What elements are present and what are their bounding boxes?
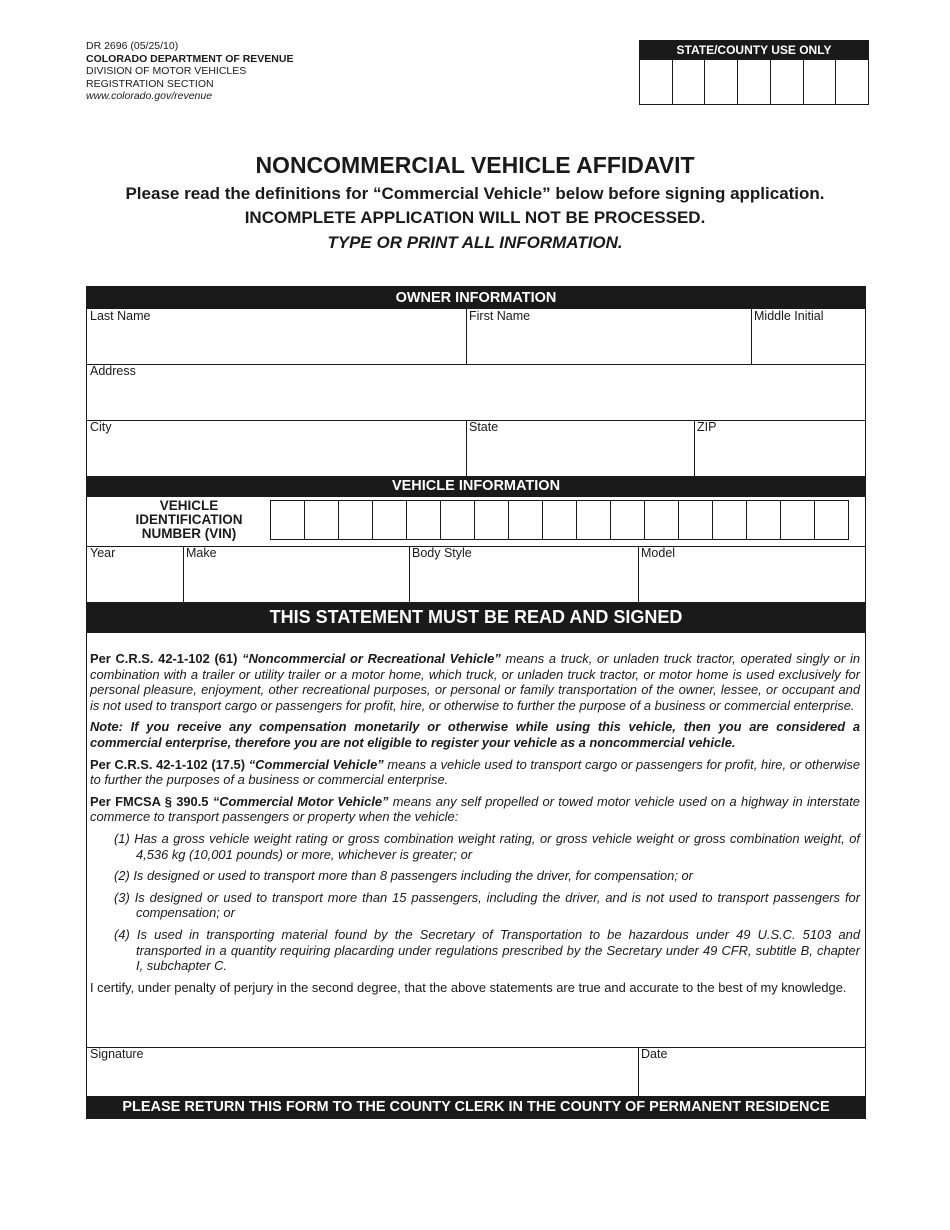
vin-char-box[interactable] <box>475 501 509 539</box>
city-field[interactable] <box>90 438 464 470</box>
return-instructions: PLEASE RETURN THIS FORM TO THE COUNTY CLERK IN THE COUNTY OF PERMANENT RESIDENCE <box>87 1096 865 1118</box>
state-label: State <box>469 420 499 434</box>
state-county-cell <box>771 60 804 104</box>
state-county-cell <box>673 60 706 104</box>
vin-char-box[interactable] <box>679 501 713 539</box>
body-style-field[interactable] <box>412 564 636 596</box>
divider <box>638 1047 639 1096</box>
vin-char-box[interactable] <box>781 501 815 539</box>
state-county-cell <box>705 60 738 104</box>
vin-char-box[interactable] <box>543 501 577 539</box>
divider <box>87 1047 865 1048</box>
defined-term: “Commercial Motor Vehicle” <box>212 793 389 809</box>
zip-field[interactable] <box>697 438 861 470</box>
signature-label: Signature <box>90 1047 144 1061</box>
vin-char-box[interactable] <box>577 501 611 539</box>
state-field[interactable] <box>469 438 693 470</box>
city-label: City <box>90 420 112 434</box>
state-county-cells <box>640 60 868 104</box>
middle-initial-field[interactable] <box>754 327 863 359</box>
state-county-label: STATE/COUNTY USE ONLY <box>640 41 868 60</box>
section-name: REGISTRATION SECTION <box>86 77 214 90</box>
date-field[interactable] <box>641 1065 860 1097</box>
owner-section-header: OWNER INFORMATION <box>87 287 865 309</box>
page-title: NONCOMMERCIAL VEHICLE AFFIDAVIT <box>255 152 695 178</box>
divider <box>694 420 695 476</box>
vin-char-box[interactable] <box>645 501 679 539</box>
vehicle-section-header: VEHICLE INFORMATION <box>87 476 865 497</box>
criteria-item: (1) Has a gross vehicle weight rating or gross combination weight rating, or gross vehicle weight or gross combination weight, of 4,536 kg (10,001 pounds) or more, whichever is greater; or <box>114 830 860 862</box>
address-field[interactable] <box>90 382 864 414</box>
definition-commercial <box>90 757 860 788</box>
divider <box>87 364 865 365</box>
vin-label <box>109 499 269 541</box>
vin-char-box[interactable] <box>441 501 475 539</box>
definition-noncommercial <box>90 651 860 713</box>
criteria-item: (3) Is designed or used to transport more than 15 passengers, including the driver, and is not used to transport passengers for compensation; or <box>114 889 860 921</box>
definition-text: means a vehicle used to transport cargo or passengers for profit, hire, or otherwise to further the purposes of a business or commercial enterprise. <box>90 756 860 788</box>
middle-initial-label: Middle Initial <box>754 309 824 323</box>
year-field[interactable] <box>90 564 182 596</box>
last-name-field[interactable] <box>90 327 464 359</box>
vin-char-box[interactable] <box>271 501 305 539</box>
vin-char-box[interactable] <box>611 501 645 539</box>
vin-char-box[interactable] <box>305 501 339 539</box>
vin-char-box[interactable] <box>509 501 543 539</box>
definition-text: means a truck, or unladen truck tractor, operated singly or in combination with a trailer or utility trailer or a motor home, which truck, or unladen truck tractor, or motor home is used exclusively for personal pleasure, enjoyment, other recreational purposes, or personal or family transportation of the owner, lessee, or occupant and is not used to transport cargo or passengers for profit, hire, or otherwise to further the purpose of a business or commercial enterprise. <box>90 651 860 713</box>
state-county-cell <box>836 60 868 104</box>
model-label: Model <box>641 546 676 560</box>
form-number: DR 2696 (05/25/10) <box>86 40 179 52</box>
divider <box>409 546 410 602</box>
make-field[interactable] <box>186 564 410 596</box>
form-header <box>86 40 293 103</box>
year-label: Year <box>90 546 116 560</box>
vin-char-box[interactable] <box>713 501 747 539</box>
divider <box>183 546 184 602</box>
compensation-note: Note: If you receive any compensation monetarily or otherwise while using this vehicle, then you are considered a commercial enterprise, therefore you are not eligible to register your vehicle as a noncommercial vehicle. <box>90 719 860 750</box>
statute-ref: Per C.R.S. 42-1-102 (17.5) <box>90 756 246 772</box>
body-style-label: Body Style <box>412 546 472 560</box>
make-label: Make <box>186 546 217 560</box>
vin-char-box[interactable] <box>747 501 781 539</box>
address-label: Address <box>90 364 136 378</box>
zip-label: ZIP <box>697 420 717 434</box>
defined-term: “Noncommercial or Recreational Vehicle” <box>242 651 501 666</box>
vin-label-line: NUMBER (VIN) <box>141 526 237 541</box>
vin-char-box[interactable] <box>815 501 848 539</box>
statement-section-header: THIS STATEMENT MUST BE READ AND SIGNED <box>87 602 865 633</box>
state-county-cell <box>738 60 771 104</box>
vin-input-boxes <box>270 500 849 540</box>
vin-label-line: IDENTIFICATION <box>135 512 243 527</box>
vin-label-line: VEHICLE <box>159 498 219 513</box>
criteria-item: (2) Is designed or used to transport more than 8 passengers including the driver, for compensation; or <box>114 868 693 884</box>
website-text: www.colorado.gov/revenue <box>86 90 213 103</box>
vin-char-box[interactable] <box>339 501 373 539</box>
statute-ref: Per FMCSA § 390.5 <box>90 793 209 809</box>
certification-text: I certify, under penalty of perjury in the second degree, that the above statements are true and accurate to the best of my knowledge. <box>90 979 847 995</box>
first-name-field[interactable] <box>469 327 753 359</box>
divider <box>466 309 467 364</box>
department-name: COLORADO DEPARTMENT OF REVENUE <box>86 52 294 65</box>
model-field[interactable] <box>641 564 860 596</box>
state-county-cell <box>804 60 837 104</box>
vin-char-box[interactable] <box>373 501 407 539</box>
criteria-item: (4) Is used in transporting material found by the Secretary of Transportation to be hazardous under 49 U.S.C. 5103 and transported in a quantity requiring placarding under regulations prescribed by the Secretary under 49 CFR, subtitle B, chapter I, subchapter C. <box>114 926 860 974</box>
type-print-note: TYPE OR PRINT ALL INFORMATION. <box>327 233 623 252</box>
statement-body <box>90 651 860 1001</box>
state-county-use-box <box>639 40 869 105</box>
definition-commercial-motor <box>90 794 860 825</box>
state-county-cell <box>640 60 673 104</box>
division-name: DIVISION OF MOTOR VEHICLES <box>86 65 247 78</box>
divider <box>638 546 639 602</box>
statute-ref: Per C.R.S. 42-1-102 (61) <box>90 651 238 666</box>
divider <box>751 309 752 364</box>
affidavit-form <box>86 286 866 1119</box>
divider <box>466 420 467 476</box>
signature-field[interactable] <box>90 1065 634 1097</box>
defined-term: “Commercial Vehicle” <box>248 756 384 772</box>
instruction-text: Please read the definitions for “Commercial Vehicle” below before signing application. <box>125 184 825 203</box>
first-name-label: First Name <box>469 309 531 323</box>
warning-text: INCOMPLETE APPLICATION WILL NOT BE PROCESSED. <box>244 208 706 227</box>
definition-text: means any self propelled or towed motor vehicle used on a highway in interstate commerce to transport passengers or property when the vehicle: <box>90 793 860 825</box>
vin-char-box[interactable] <box>407 501 441 539</box>
date-label: Date <box>641 1047 668 1061</box>
last-name-label: Last Name <box>90 309 151 323</box>
